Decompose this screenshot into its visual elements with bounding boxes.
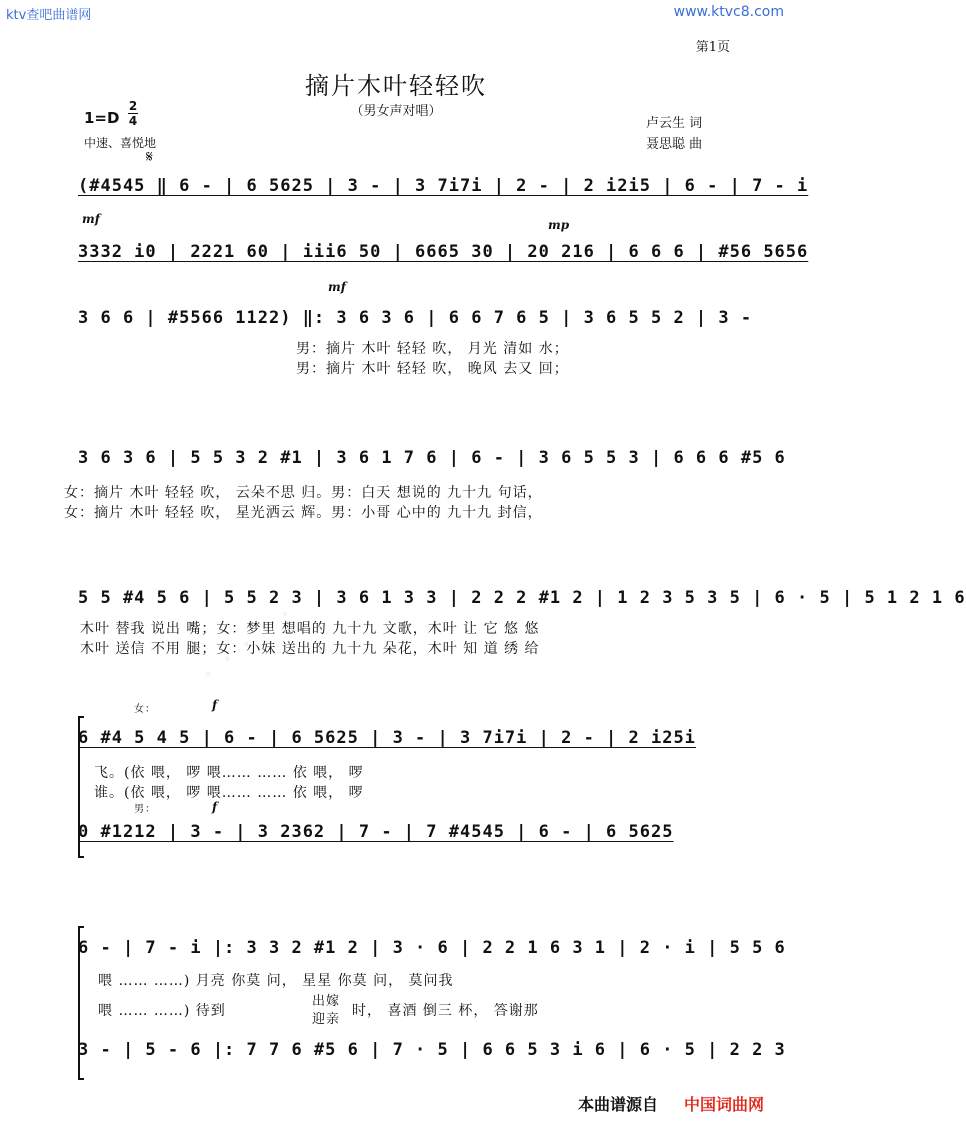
page-number: 第1页: [695, 40, 730, 55]
staff-line-6: 6 #4 5 4 5 | 6 - | 6 5625 | 3 - | 3 7i7i | 2 - | 2 i25i: [78, 728, 696, 748]
dynamic-mf-1: mf: [82, 212, 100, 226]
lyric-s3-verse1: 男：摘片 木叶 轻轻 吹， 月光 清如 水；: [296, 341, 569, 357]
dynamic-f-1: f: [212, 698, 218, 712]
watermark-left: ktv查吧曲谱网: [6, 8, 92, 23]
dynamic-mf-2: mf: [328, 280, 346, 294]
staff-line-5: 5 5 #4 5 6 | 5 5 2 3 | 3 6 1 3 3 | 2 2 2 #1 2 | 1 2 3 5 3 5 | 6 · 5 | 5 1 2 1 6: [78, 588, 966, 608]
tempo-marking: 中速、喜悦地: [84, 136, 157, 150]
staff-line-7: 0 #1212 | 3 - | 3 2362 | 7 - | 7 #4545 | 6 - | 6 5625: [78, 822, 674, 842]
song-subtitle: （男女声对唱）: [350, 104, 442, 119]
staff-line-1: (#4545 ‖ 6 - | 6 5625 | 3 - | 3 7i7i | 2 - | 2 i2i5 | 6 - | 7 - i: [78, 176, 809, 196]
staff-line-4: 3 6 3 6 | 5 5 3 2 #1 | 3 6 1 7 6 | 6 - | 3 6 5 5 3 | 6 6 6 #5 6: [78, 448, 786, 468]
lyric-s8-verse2-end: 时， 喜酒 倒三 杯， 答谢那: [352, 1003, 539, 1019]
key-signature: 1=D: [84, 109, 120, 127]
time-signature: [128, 100, 138, 127]
lyricist-credit: 卢云生 词: [646, 116, 703, 131]
composer-credit: 聂思聪 曲: [646, 137, 703, 152]
lyric-s8-alt-upper: 出嫁: [312, 994, 341, 1009]
staff-line-3: 3 6 6 | #5566 1122) ‖: 3 6 3 6 | 6 6 7 6 5 | 3 6 5 5 2 | 3 -: [78, 308, 753, 328]
diagonal-watermark: · · · · ·: [187, 590, 303, 694]
female-tag: 女：: [134, 704, 156, 715]
staff-line-8: 6 - | 7 - i |: 3 3 2 #1 2 | 3 · 6 | 2 2 1 6 3 1 | 2 · i | 5 5 6: [78, 938, 786, 958]
lyric-s5-verse2: 木叶 送信 不用 腿；女：小妹 送出的 九十九 朵花，木叶 知 道 绣 给: [80, 641, 540, 657]
lyric-s8-verse2-start: 喂 …… ……) 待到: [98, 1003, 226, 1019]
lyric-s6-verse2: 谁。(依 喂， 啰 喂…… …… 依 喂， 啰: [94, 785, 364, 801]
footer-site-link[interactable]: 中国词曲网: [684, 1095, 765, 1114]
lyric-s8-verse1: 喂 …… ……) 月亮 你莫 问， 星星 你莫 问， 莫问我: [98, 973, 454, 989]
lyric-s5-verse1: 木叶 替我 说出 嘴；女：梦里 想唱的 九十九 文歌，木叶 让 它 悠 悠: [80, 621, 540, 637]
dynamic-f-2: f: [212, 800, 218, 814]
song-title: 摘片木叶轻轻吹: [305, 72, 487, 100]
staff-line-2: 3332 i0 | 2221 60 | iii6 50 | 6665 30 | 20 216 | 6 6 6 | #56 5656: [78, 242, 809, 262]
time-bottom: 4: [128, 114, 138, 128]
lyric-s3-verse2: 男：摘片 木叶 轻轻 吹， 晚风 去又 回；: [296, 361, 569, 377]
time-top: 2: [128, 99, 138, 113]
male-tag: 男：: [134, 804, 156, 815]
lyric-s4-verse2: 女：摘片 木叶 轻轻 吹， 星光洒云 辉。男：小哥 心中的 九十九 封信，: [64, 505, 543, 521]
dynamic-mp: mp: [548, 218, 570, 232]
watermark-right: www.ktvc8.com: [673, 4, 784, 20]
segno-icon: 𝄋: [146, 147, 153, 166]
lyric-s4-verse1: 女：摘片 木叶 轻轻 吹， 云朵不思 归。男：白天 想说的 九十九 句话，: [64, 485, 543, 501]
footer-source-label: 本曲谱源自: [578, 1095, 659, 1114]
staff-line-9: 3 - | 5 - 6 |: 7 7 6 #5 6 | 7 · 5 | 6 6 5 3 i 6 | 6 · 5 | 2 2 3: [78, 1040, 786, 1060]
lyric-s6-verse1: 飞。(依 喂， 啰 喂…… …… 依 喂， 啰: [94, 765, 364, 781]
lyric-s8-alt-lower: 迎亲: [312, 1012, 341, 1027]
